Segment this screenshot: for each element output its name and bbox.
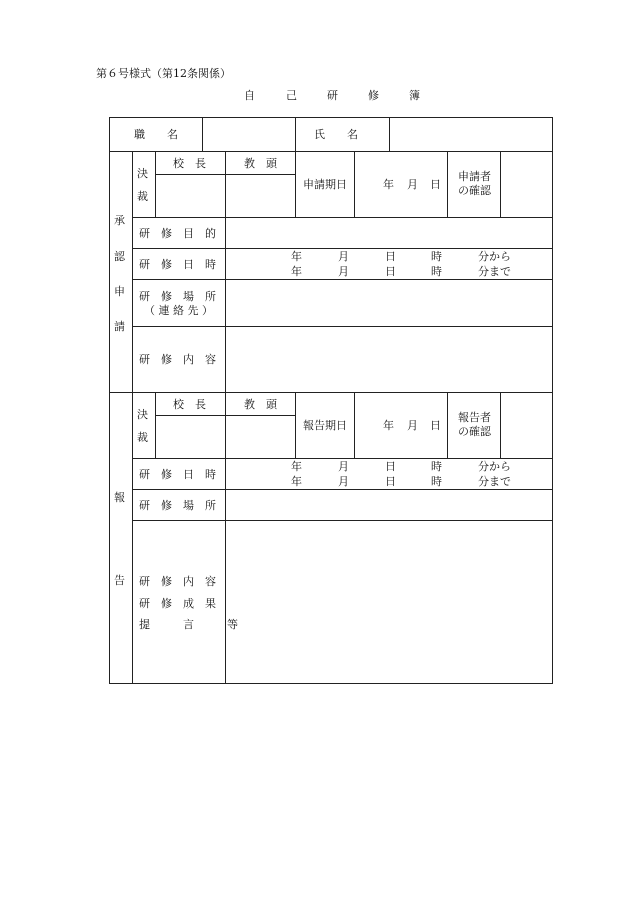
name-label: 氏 名	[314, 128, 358, 141]
datetime-unit: 月	[338, 460, 349, 473]
grid-line	[552, 117, 553, 684]
datetime-unit: 分まで	[478, 475, 511, 488]
datetime-unit: 年	[291, 475, 302, 488]
datetime-unit: 日	[385, 265, 396, 278]
title-char: 自	[244, 89, 255, 102]
reporter-confirm-label: 報告者	[458, 411, 491, 424]
reporter-confirm-box[interactable]	[501, 393, 551, 457]
form-label: 第６号様式（第12条関係）	[96, 67, 231, 80]
grid-line	[295, 151, 296, 217]
grid-line	[295, 392, 296, 458]
datetime-unit: 月	[338, 475, 349, 488]
date-unit: 日	[430, 419, 441, 432]
content-label: 研 修 内 容	[139, 353, 216, 366]
title-char: 研	[327, 89, 338, 102]
grid-line	[354, 151, 355, 217]
reporter-confirm-label: の確認	[458, 425, 491, 438]
grid-line	[447, 151, 448, 217]
grid-line	[109, 683, 553, 684]
grid-line	[109, 117, 110, 684]
side-label-char: 認	[114, 250, 125, 263]
datetime-unit: 分から	[478, 250, 511, 263]
decision-char: 裁	[137, 431, 148, 444]
datetime-label: 研 修 日 時	[139, 468, 216, 481]
principal-label: 校 長	[173, 157, 206, 170]
datetime-unit: 分まで	[478, 265, 511, 278]
side-label-char: 請	[114, 320, 125, 333]
date-unit: 日	[430, 178, 441, 191]
title-char: 修	[368, 89, 379, 102]
datetime-unit: 月	[338, 265, 349, 278]
place-field[interactable]	[226, 490, 551, 519]
name-field[interactable]	[390, 118, 551, 150]
applicant-confirm-box[interactable]	[501, 152, 551, 216]
datetime-unit: 日	[385, 250, 396, 263]
grid-line	[109, 151, 553, 152]
position-field[interactable]	[203, 118, 294, 150]
side-label-char: 告	[114, 574, 125, 587]
principal-label: 校 長	[173, 398, 206, 411]
content-label: 研 修 内 容	[139, 575, 216, 588]
grid-line	[354, 392, 355, 458]
proposal-label: 提 言 等	[139, 618, 238, 631]
position-label: 職 名	[134, 128, 178, 141]
datetime-unit: 年	[291, 460, 302, 473]
datetime-unit: 月	[338, 250, 349, 263]
datetime-unit: 時	[431, 250, 442, 263]
date-unit: 月	[407, 178, 418, 191]
datetime-unit: 年	[291, 265, 302, 278]
report-content-field[interactable]	[226, 521, 551, 682]
datetime-unit: 年	[291, 250, 302, 263]
head-teacher-seal-box[interactable]	[226, 175, 294, 216]
datetime-label: 研 修 日 時	[139, 258, 216, 271]
datetime-unit: 日	[385, 460, 396, 473]
place-label: 研 修 場 所	[139, 290, 216, 303]
datetime-unit: 時	[431, 265, 442, 278]
applicant-confirm-label: 申請者	[458, 170, 491, 183]
decision-char: 裁	[137, 190, 148, 203]
principal-seal-box[interactable]	[156, 416, 224, 457]
place-label: 研 修 場 所	[139, 499, 216, 512]
principal-seal-box[interactable]	[156, 175, 224, 216]
grid-line	[447, 392, 448, 458]
purpose-label: 研 修 目 的	[139, 227, 216, 240]
datetime-unit: 時	[431, 475, 442, 488]
grid-line	[132, 151, 133, 684]
decision-char: 決	[137, 167, 148, 180]
side-label-char: 承	[114, 214, 125, 227]
purpose-field[interactable]	[226, 218, 551, 247]
head-teacher-label: 教 頭	[244, 398, 277, 411]
application-date-label: 申請期日	[303, 178, 347, 191]
side-label-char: 申	[114, 285, 125, 298]
datetime-unit: 日	[385, 475, 396, 488]
title-char: 簿	[409, 89, 420, 102]
content-field[interactable]	[226, 327, 551, 391]
contact-label: （ 連 絡 先 ）	[144, 304, 213, 317]
datetime-unit: 分から	[478, 460, 511, 473]
date-unit: 月	[407, 419, 418, 432]
report-date-label: 報告期日	[303, 419, 347, 432]
decision-char: 決	[137, 408, 148, 421]
grid-line	[295, 117, 296, 151]
grid-line	[109, 392, 553, 393]
result-label: 研 修 成 果	[139, 597, 216, 610]
title-char: 己	[286, 89, 297, 102]
place-field[interactable]	[226, 280, 551, 325]
date-unit: 年	[383, 419, 394, 432]
head-teacher-label: 教 頭	[244, 157, 277, 170]
applicant-confirm-label: の確認	[458, 184, 491, 197]
datetime-unit: 時	[431, 460, 442, 473]
head-teacher-seal-box[interactable]	[226, 416, 294, 457]
side-label-char: 報	[114, 491, 125, 504]
grid-line	[132, 458, 553, 459]
date-unit: 年	[383, 178, 394, 191]
grid-line	[132, 248, 553, 249]
